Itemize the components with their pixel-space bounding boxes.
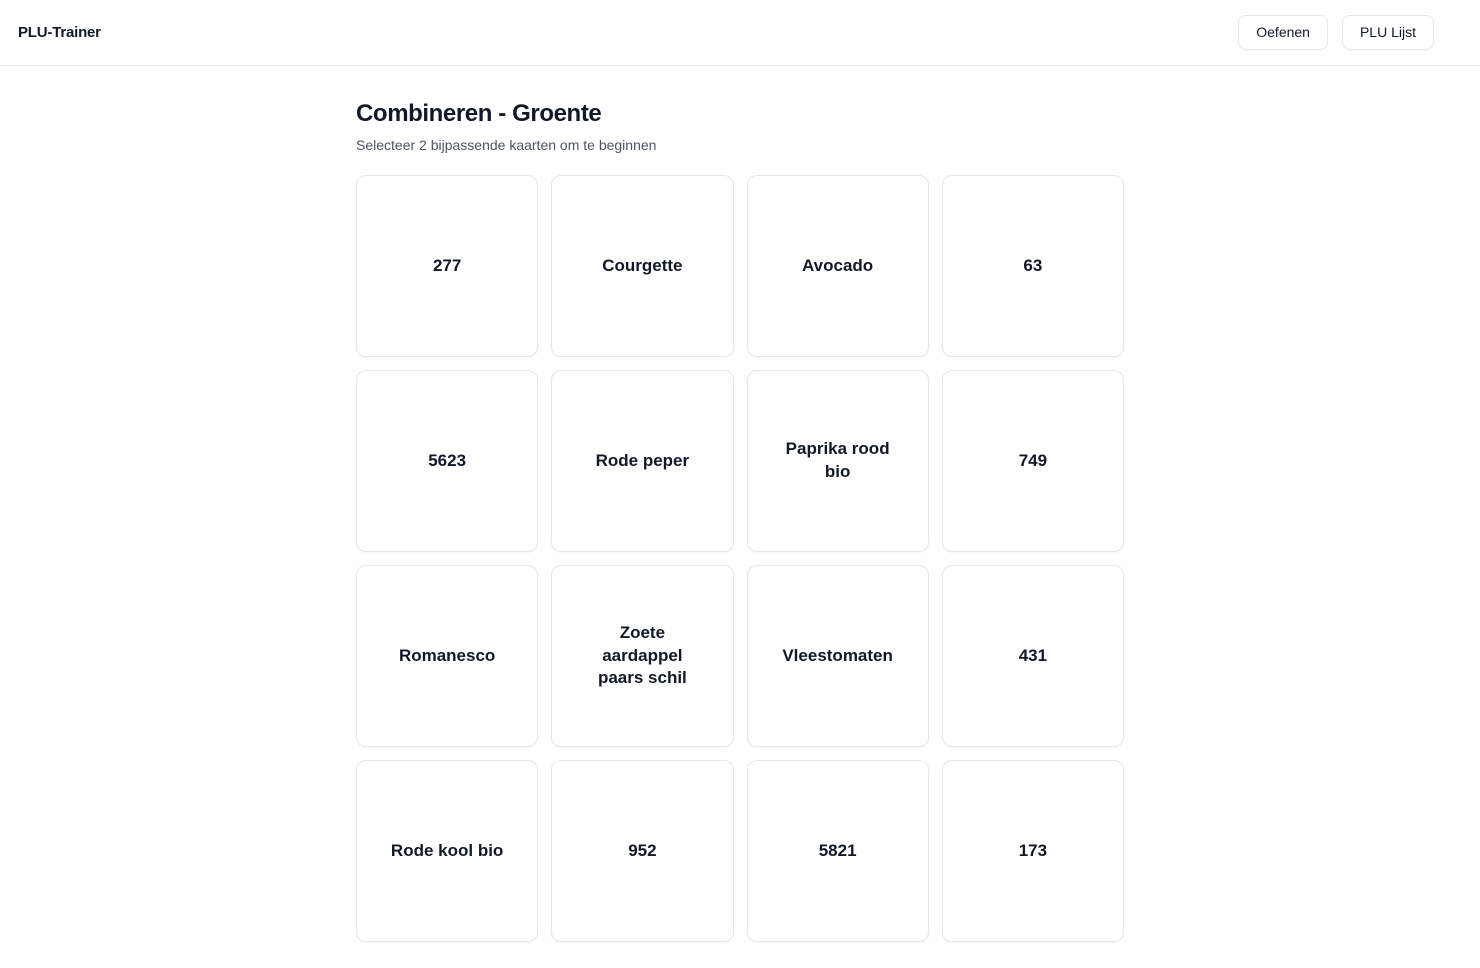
match-card[interactable]	[942, 760, 1124, 942]
page-title: Combineren - Groente	[356, 100, 602, 127]
card-label: Avocado	[802, 255, 874, 275]
plu-list-button[interactable]: PLU Lijst	[1342, 15, 1434, 50]
match-card[interactable]	[942, 565, 1124, 747]
practice-button[interactable]: Oefenen	[1238, 15, 1328, 50]
match-card[interactable]	[747, 760, 929, 942]
card-label: Zoete aardappel paars schil	[597, 622, 687, 688]
app-title: PLU-Trainer	[18, 24, 101, 41]
match-card[interactable]	[747, 565, 929, 747]
card-label: 5623	[428, 450, 467, 470]
card-label: Courgette	[602, 255, 683, 275]
header-actions	[1238, 15, 1464, 50]
page-subtitle: Selecteer 2 bijpassende kaarten om te beginnen	[356, 137, 657, 153]
match-card[interactable]	[356, 370, 538, 552]
match-card[interactable]	[551, 370, 733, 552]
card-label: 5821	[818, 840, 857, 860]
card-label: Vleestomaten	[782, 645, 893, 665]
card-label: 63	[1023, 255, 1043, 275]
match-card[interactable]	[551, 175, 733, 357]
card-label: Romanesco	[398, 645, 496, 665]
card-label: 431	[1018, 645, 1048, 665]
card-label: Paprika rood bio	[785, 439, 890, 481]
match-card[interactable]	[942, 175, 1124, 357]
match-card[interactable]	[551, 565, 733, 747]
match-card[interactable]	[747, 175, 929, 357]
game-container	[356, 66, 1124, 942]
card-label: Rode kool bio	[390, 840, 504, 860]
app-header	[0, 0, 1480, 66]
card-label: 952	[628, 840, 657, 860]
match-card[interactable]	[551, 760, 733, 942]
card-label: 173	[1018, 840, 1048, 860]
match-card[interactable]	[942, 370, 1124, 552]
match-card[interactable]	[747, 370, 929, 552]
main-content	[0, 66, 1480, 968]
card-grid	[356, 175, 1124, 942]
card-label: 749	[1018, 450, 1048, 470]
match-card[interactable]	[356, 760, 538, 942]
card-label: 277	[432, 255, 462, 275]
match-card[interactable]	[356, 565, 538, 747]
match-card[interactable]	[356, 175, 538, 357]
card-label: Rode peper	[595, 450, 690, 470]
